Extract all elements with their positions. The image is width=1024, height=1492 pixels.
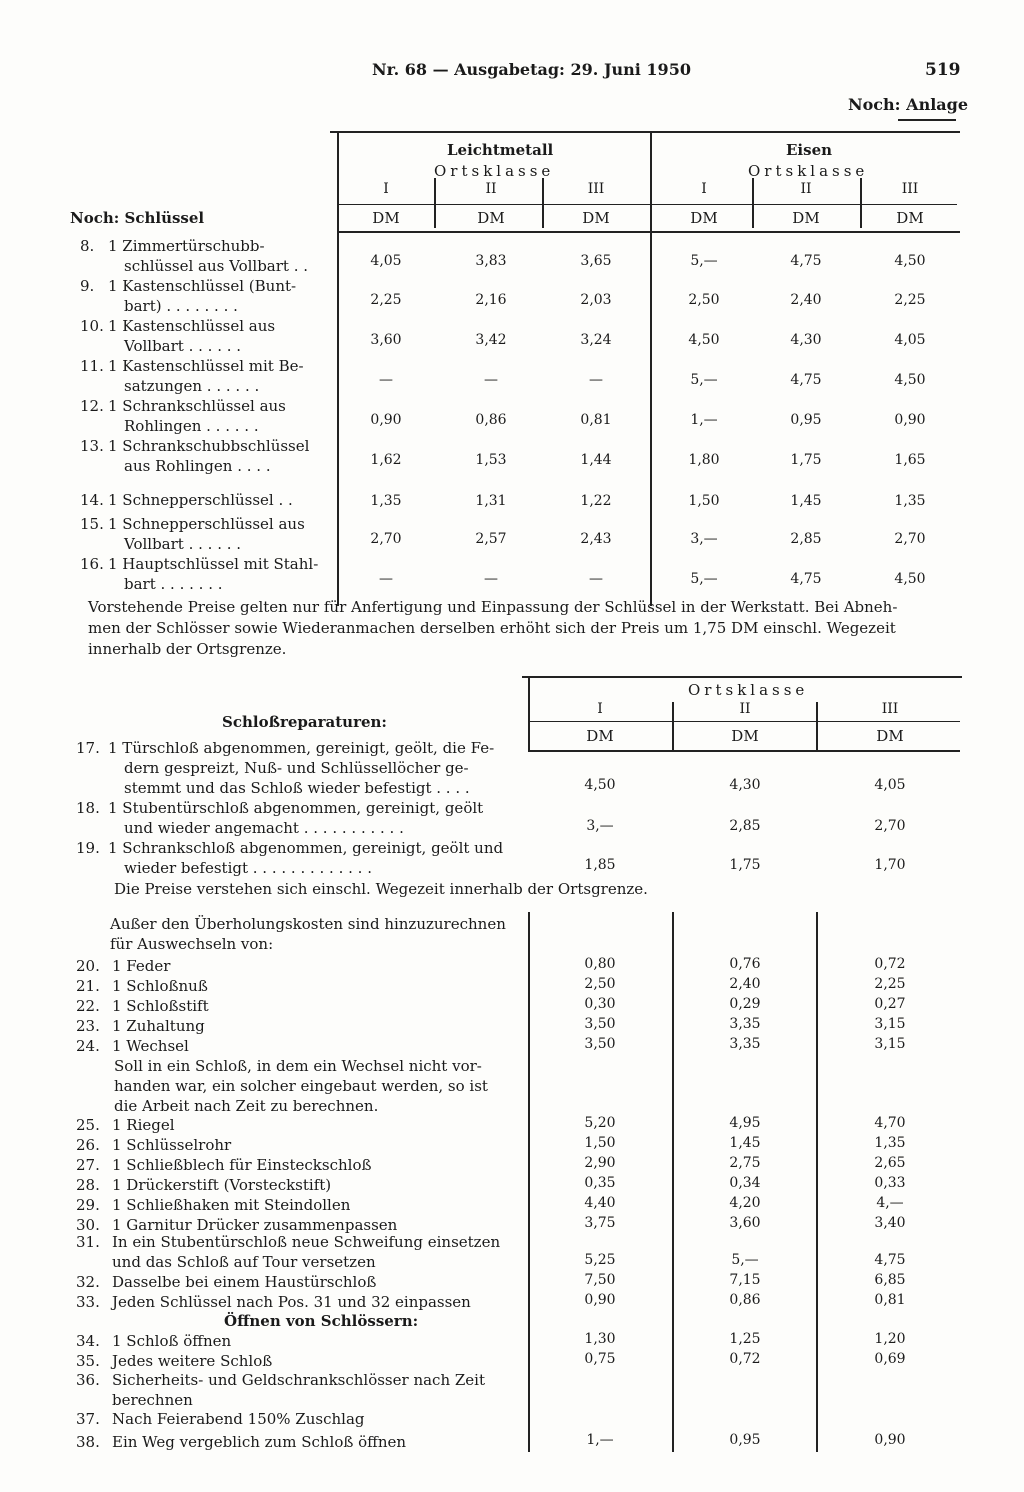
- price-cell: 1,80: [688, 452, 720, 468]
- price-cell: 4,05: [874, 777, 906, 793]
- unit-dm: DM: [372, 209, 400, 227]
- intro-line: für Auswechseln von:: [110, 935, 274, 953]
- price-cell: 6,85: [874, 1272, 906, 1288]
- row-description: 1 Kastenschlüssel mit Be-: [108, 357, 304, 375]
- class-iii: III: [587, 181, 605, 197]
- price-cell: 1,20: [874, 1331, 906, 1347]
- price-cell: 2,43: [580, 531, 612, 547]
- row-description: Sicherheits- und Geldschrankschlösser nach Zeit: [112, 1371, 486, 1389]
- price-cell: 1,31: [475, 493, 507, 509]
- row-number: 31.: [76, 1233, 100, 1251]
- row-number: 18.: [76, 799, 100, 817]
- row-number: 14.: [80, 491, 104, 509]
- price-cell: 3,60: [729, 1215, 761, 1231]
- price-cell: 1,75: [729, 857, 761, 873]
- price-cell: 0,86: [729, 1292, 761, 1308]
- price-cell: 4,50: [584, 777, 616, 793]
- table1-note-line: Vorstehende Preise gelten nur für Anfertigung und Einpassung der Schlüssel in der Werkstatt. Bei Abneh-: [88, 598, 898, 616]
- price-cell: 2,57: [475, 531, 507, 547]
- price-cell: 4,50: [894, 571, 926, 587]
- price-cell: 1,65: [894, 452, 926, 468]
- price-cell: —: [589, 372, 603, 388]
- price-cell: 4,70: [874, 1115, 906, 1131]
- price-cell: 1,75: [790, 452, 822, 468]
- price-cell: 4,30: [790, 332, 822, 348]
- price-cell: 4,20: [729, 1195, 761, 1211]
- row-description: 1 Zuhaltung: [112, 1017, 205, 1035]
- price-cell: 0,27: [874, 996, 906, 1012]
- unit-dm: DM: [690, 209, 718, 227]
- row-description: Jedes weitere Schloß: [112, 1352, 273, 1370]
- table1-note-line: men der Schlösser sowie Wiederanmachen derselben erhöht sich der Preis um 1,75 DM einschl. Wegezeit: [88, 619, 896, 637]
- row-description-cont: Vollbart . . . . . .: [124, 535, 242, 553]
- price-cell: 4,50: [894, 253, 926, 269]
- unit-dm: DM: [582, 209, 610, 227]
- price-cell: 1,35: [894, 493, 926, 509]
- price-cell: 2,85: [729, 818, 761, 834]
- row-description: 1 Schnepperschlüssel aus: [108, 515, 305, 533]
- unit-dm: DM: [731, 727, 759, 745]
- row-number: 27.: [76, 1156, 100, 1174]
- row-number: 20.: [76, 957, 100, 975]
- price-cell: 0,95: [790, 412, 822, 428]
- price-cell: 1,44: [580, 452, 612, 468]
- row-description: 1 Drückerstift (Vorsteckstift): [112, 1176, 332, 1194]
- row-description: und wieder angemacht . . . . . . . . . . .: [124, 819, 404, 837]
- row-number: 8.: [80, 237, 95, 255]
- table2-header-rule: [528, 750, 960, 752]
- unit-dm: DM: [792, 209, 820, 227]
- price-cell: 3,42: [475, 332, 507, 348]
- row-description: berechnen: [112, 1391, 193, 1409]
- row-number: 13.: [80, 437, 104, 455]
- group-leichtmetall: Leichtmetall: [447, 141, 554, 159]
- price-cell: 1,30: [584, 1331, 616, 1347]
- price-cell: —: [589, 571, 603, 587]
- row-description: 1 Schnepperschlüssel . .: [108, 491, 293, 509]
- price-cell: 1,50: [688, 493, 720, 509]
- row-number: 26.: [76, 1136, 100, 1154]
- table1-header-rule: [337, 231, 960, 233]
- class-iii: III: [881, 701, 899, 717]
- class-i: I: [383, 181, 389, 197]
- section-oeffnen: Öffnen von Schlössern:: [224, 1312, 419, 1330]
- intro-line: Außer den Überholungskosten sind hinzuzurechnen: [110, 915, 506, 933]
- row-description: stemmt und das Schloß wieder befestigt . . . .: [124, 779, 470, 797]
- price-cell: 2,85: [790, 531, 822, 547]
- price-cell: 3,75: [584, 1215, 616, 1231]
- price-cell: 5,—: [731, 1252, 759, 1268]
- price-cell: 4,30: [729, 777, 761, 793]
- price-cell: 0,33: [874, 1175, 906, 1191]
- class-ii: II: [485, 181, 497, 197]
- price-cell: 2,75: [729, 1155, 761, 1171]
- price-cell: 2,70: [894, 531, 926, 547]
- price-cell: 7,15: [729, 1272, 761, 1288]
- price-cell: 3,65: [580, 253, 612, 269]
- price-cell: 4,05: [894, 332, 926, 348]
- price-cell: 1,53: [475, 452, 507, 468]
- price-cell: 2,25: [894, 292, 926, 308]
- row-description: Nach Feierabend 150% Zuschlag: [112, 1410, 365, 1428]
- row-description: 1 Schrankschlüssel aus: [108, 397, 286, 415]
- row-number: 16.: [80, 555, 104, 573]
- price-cell: 1,25: [729, 1331, 761, 1347]
- table1-vline-left: [337, 131, 339, 606]
- row-description: 1 Schlüsselrohr: [112, 1136, 232, 1154]
- row-description: 1 Schließblech für Einsteckschloß: [112, 1156, 372, 1174]
- row-number: 30.: [76, 1216, 100, 1234]
- repairs-note: Die Preise verstehen sich einschl. Wegezeit innerhalb der Ortsgrenze.: [114, 880, 648, 898]
- price-cell: 7,50: [584, 1272, 616, 1288]
- price-cell: 3,15: [874, 1016, 906, 1032]
- unit-dm: DM: [477, 209, 505, 227]
- table1-sub-rule: [337, 204, 957, 205]
- price-cell: 2,65: [874, 1155, 906, 1171]
- row-description: 1 Garnitur Drücker zusammenpassen: [112, 1216, 398, 1234]
- wechsel-note-line: die Arbeit nach Zeit zu berechnen.: [114, 1097, 379, 1115]
- row-number: 29.: [76, 1196, 100, 1214]
- row-number: 37.: [76, 1410, 100, 1428]
- class-ii: II: [800, 181, 812, 197]
- row-description: 1 Hauptschlüssel mit Stahl-: [108, 555, 319, 573]
- table2-vline: [816, 702, 818, 752]
- row-description: 1 Schloßstift: [112, 997, 209, 1015]
- row-description: 1 Riegel: [112, 1116, 175, 1134]
- unit-dm: DM: [896, 209, 924, 227]
- price-cell: 0,75: [584, 1351, 616, 1367]
- row-description: 1 Schloß öffnen: [112, 1332, 232, 1350]
- row-description: 1 Schrankschloß abgenommen, gereinigt, geölt und: [108, 839, 504, 857]
- wechsel-note-line: handen war, ein solcher eingebaut werden, so ist: [114, 1077, 488, 1095]
- price-cell: 3,15: [874, 1036, 906, 1052]
- row-description: Ein Weg vergeblich zum Schloß öffnen: [112, 1433, 407, 1451]
- row-description: 1 Schließhaken mit Steindollen: [112, 1196, 351, 1214]
- ortsklasse-label-1: Ortsklasse: [434, 162, 555, 180]
- price-cell: 1,85: [584, 857, 616, 873]
- row-number: 23.: [76, 1017, 100, 1035]
- price-cell: 5,—: [690, 372, 718, 388]
- table2-vline-left: [528, 676, 530, 752]
- table1-note-line: innerhalb der Ortsgrenze.: [88, 640, 287, 658]
- row-number: 9.: [80, 277, 95, 295]
- price-cell: 4,05: [370, 253, 402, 269]
- section-schlossreparaturen: Schloßreparaturen:: [222, 713, 387, 731]
- price-cell: 0,80: [584, 956, 616, 972]
- wechsel-note-line: Soll in ein Schloß, in dem ein Wechsel nicht vor-: [114, 1057, 482, 1075]
- price-cell: 2,40: [790, 292, 822, 308]
- price-cell: 1,35: [370, 493, 402, 509]
- price-cell: 2,50: [584, 976, 616, 992]
- price-cell: 2,90: [584, 1155, 616, 1171]
- row-description-cont: schlüssel aus Vollbart . .: [124, 257, 309, 275]
- price-cell: 1,—: [586, 1432, 614, 1448]
- price-cell: 0,69: [874, 1351, 906, 1367]
- price-cell: 4,40: [584, 1195, 616, 1211]
- row-description: 1 Kastenschlüssel (Bunt-: [108, 277, 297, 295]
- price-cell: 4,95: [729, 1115, 761, 1131]
- row-description: wieder befestigt . . . . . . . . . . . . .: [124, 859, 372, 877]
- price-cell: 3,40: [874, 1215, 906, 1231]
- row-description-cont: satzungen . . . . . .: [124, 377, 260, 395]
- price-cell: 0,72: [874, 956, 906, 972]
- row-description: 1 Zimmertürschubb-: [108, 237, 265, 255]
- row-number: 38.: [76, 1433, 100, 1451]
- row-description: 1 Türschloß abgenommen, gereinigt, geölt, die Fe-: [108, 739, 495, 757]
- row-description-cont: Rohlingen . . . . . .: [124, 417, 259, 435]
- price-cell: 4,75: [874, 1252, 906, 1268]
- row-number: 10.: [80, 317, 104, 335]
- class-ii: II: [739, 701, 751, 717]
- price-cell: 1,—: [690, 412, 718, 428]
- row-description: und das Schloß auf Tour versetzen: [112, 1253, 376, 1271]
- price-cell: 2,70: [874, 818, 906, 834]
- row-description-cont: bart) . . . . . . . .: [124, 297, 238, 315]
- table2-top-rule: [522, 676, 962, 678]
- row-number: 11.: [80, 357, 104, 375]
- unit-dm: DM: [586, 727, 614, 745]
- price-cell: 2,03: [580, 292, 612, 308]
- price-cell: 1,62: [370, 452, 402, 468]
- price-cell: 0,76: [729, 956, 761, 972]
- price-cell: 2,50: [688, 292, 720, 308]
- row-number: 25.: [76, 1116, 100, 1134]
- table2-sub-rule: [528, 721, 960, 722]
- row-number: 22.: [76, 997, 100, 1015]
- price-cell: 0,90: [874, 1432, 906, 1448]
- unit-dm: DM: [876, 727, 904, 745]
- table1-vline-mid: [650, 131, 652, 606]
- price-cell: —: [484, 571, 498, 587]
- price-cell: 0,30: [584, 996, 616, 1012]
- row-description: 1 Stubentürschloß abgenommen, gereinigt, geölt: [108, 799, 484, 817]
- price-cell: 4,50: [894, 372, 926, 388]
- price-cell: 0,86: [475, 412, 507, 428]
- price-cell: 2,70: [370, 531, 402, 547]
- row-number: 35.: [76, 1352, 100, 1370]
- row-description-cont: bart . . . . . . .: [124, 575, 223, 593]
- row-description: 1 Schrankschubbschlüssel: [108, 437, 310, 455]
- row-description-cont: aus Rohlingen . . . .: [124, 457, 271, 475]
- table2-vline-left: [528, 912, 530, 1452]
- price-cell: 0,35: [584, 1175, 616, 1191]
- price-cell: 0,72: [729, 1351, 761, 1367]
- price-cell: 4,75: [790, 253, 822, 269]
- price-cell: 3,83: [475, 253, 507, 269]
- ortsklasse-label-2: Ortsklasse: [748, 162, 869, 180]
- row-description: 1 Wechsel: [112, 1037, 189, 1055]
- price-cell: 2,25: [370, 292, 402, 308]
- price-cell: 2,25: [874, 976, 906, 992]
- table1-vline: [434, 178, 436, 228]
- price-cell: 3,50: [584, 1016, 616, 1032]
- price-cell: 0,90: [894, 412, 926, 428]
- price-cell: 3,35: [729, 1016, 761, 1032]
- row-description: dern gespreizt, Nuß- und Schlüssellöcher ge-: [124, 759, 469, 777]
- row-description: 1 Kastenschlüssel aus: [108, 317, 276, 335]
- table2-vline: [672, 912, 674, 1452]
- row-number: 24.: [76, 1037, 100, 1055]
- ortsklasse-label-3: Ortsklasse: [688, 681, 809, 699]
- price-cell: 1,70: [874, 857, 906, 873]
- row-number: 36.: [76, 1371, 100, 1389]
- row-number: 15.: [80, 515, 104, 533]
- row-number: 17.: [76, 739, 100, 757]
- table1-vline: [860, 178, 862, 228]
- row-number: 28.: [76, 1176, 100, 1194]
- price-cell: —: [379, 571, 393, 587]
- table1-vline: [542, 178, 544, 228]
- price-cell: 3,60: [370, 332, 402, 348]
- row-description: Jeden Schlüssel nach Pos. 31 und 32 einpassen: [112, 1293, 471, 1311]
- price-cell: —: [484, 372, 498, 388]
- table2-vline: [672, 702, 674, 752]
- class-iii: III: [901, 181, 919, 197]
- row-number: 12.: [80, 397, 104, 415]
- row-description-cont: Vollbart . . . . . .: [124, 337, 242, 355]
- price-cell: 0,29: [729, 996, 761, 1012]
- price-cell: 2,40: [729, 976, 761, 992]
- row-description: In ein Stubentürschloß neue Schweifung einsetzen: [112, 1233, 501, 1251]
- price-cell: 1,50: [584, 1135, 616, 1151]
- price-cell: 0,90: [370, 412, 402, 428]
- table1-vline: [752, 178, 754, 228]
- row-description: 1 Schloßnuß: [112, 977, 208, 995]
- price-cell: 4,—: [876, 1195, 904, 1211]
- price-cell: 1,45: [790, 493, 822, 509]
- table1-top-rule: [330, 131, 960, 133]
- price-cell: —: [379, 372, 393, 388]
- price-cell: 2,16: [475, 292, 507, 308]
- price-cell: 3,—: [690, 531, 718, 547]
- price-cell: 0,81: [874, 1292, 906, 1308]
- row-description: Dasselbe bei einem Haustürschloß: [112, 1273, 377, 1291]
- price-cell: 1,22: [580, 493, 612, 509]
- row-number: 21.: [76, 977, 100, 995]
- price-cell: 3,50: [584, 1036, 616, 1052]
- price-cell: 0,34: [729, 1175, 761, 1191]
- price-cell: 5,25: [584, 1252, 616, 1268]
- row-number: 19.: [76, 839, 100, 857]
- price-cell: 3,24: [580, 332, 612, 348]
- price-cell: 5,—: [690, 253, 718, 269]
- page-number: 519: [925, 60, 961, 80]
- price-cell: 0,95: [729, 1432, 761, 1448]
- class-i: I: [701, 181, 707, 197]
- class-i: I: [597, 701, 603, 717]
- row-description: 1 Feder: [112, 957, 171, 975]
- price-cell: 5,20: [584, 1115, 616, 1131]
- section-noch-schluessel: Noch: Schlüssel: [70, 209, 205, 227]
- row-number: 33.: [76, 1293, 100, 1311]
- price-cell: 5,—: [690, 571, 718, 587]
- annex-label: Noch: Anlage: [848, 95, 969, 114]
- price-cell: 1,45: [729, 1135, 761, 1151]
- annex-underline: [898, 119, 956, 121]
- row-number: 34.: [76, 1332, 100, 1350]
- price-cell: 3,—: [586, 818, 614, 834]
- price-cell: 0,81: [580, 412, 612, 428]
- price-cell: 0,90: [584, 1292, 616, 1308]
- price-cell: 4,75: [790, 372, 822, 388]
- price-cell: 1,35: [874, 1135, 906, 1151]
- row-number: 32.: [76, 1273, 100, 1291]
- price-cell: 4,75: [790, 571, 822, 587]
- price-cell: 3,35: [729, 1036, 761, 1052]
- price-cell: 4,50: [688, 332, 720, 348]
- group-eisen: Eisen: [786, 141, 833, 159]
- table2-vline: [816, 912, 818, 1452]
- issue-line: Nr. 68 — Ausgabetag: 29. Juni 1950: [372, 60, 691, 79]
